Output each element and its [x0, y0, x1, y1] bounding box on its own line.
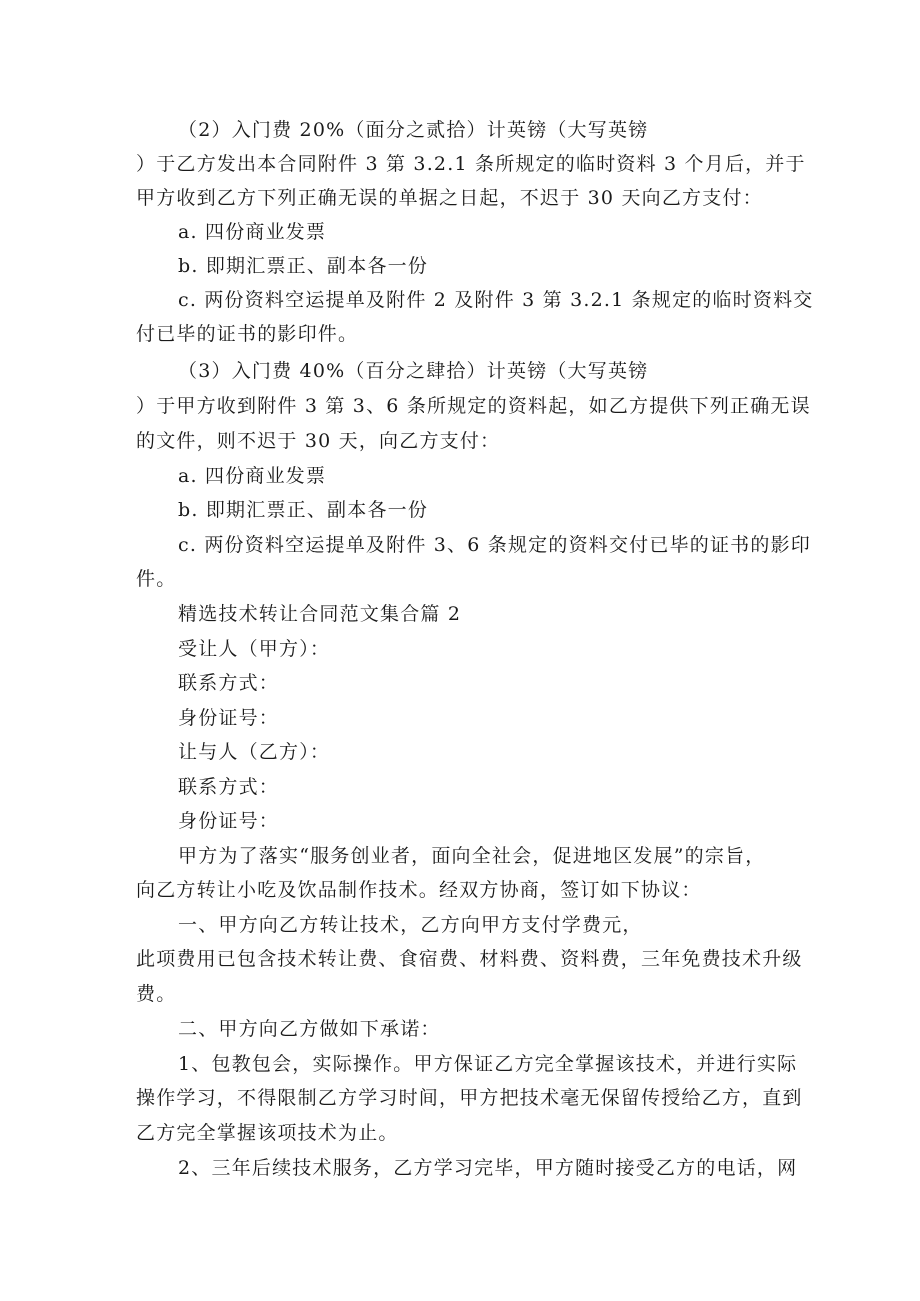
text-line: 向乙方转让小吃及饮品制作技术。经双方协商，签订如下协议： [136, 879, 702, 901]
text-line: ）于甲方收到附件 3 第 3、6 条所规定的资料起，如乙方提供下列正确无误 [136, 395, 811, 417]
text-line: c. 两份资料空运提单及附件 3、6 条规定的资料交付已毕的证书的影印 [178, 534, 811, 556]
text-line: 甲方为了落实“服务创业者，面向全社会，促进地区发展”的宗旨， [178, 845, 766, 867]
text-line: ）于乙方发出本合同附件 3 第 3.2.1 条所规定的临时资料 3 个月后，并于 [136, 153, 806, 175]
text-line: 付已毕的证书的影印件。 [136, 323, 359, 345]
text-line: 此项费用已包含技术转让费、食宿费、材料费、资料费，三年免费技术升级 [136, 948, 803, 970]
text-line: 二、甲方向乙方做如下承诺： [178, 1018, 441, 1040]
text-line: 1、包教包会，实际操作。甲方保证乙方完全掌握该技术，并进行实际 [178, 1053, 798, 1075]
text-line: 乙方完全掌握该项技术为止。 [136, 1122, 399, 1144]
text-line: b. 即期汇票正、副本各一份 [178, 499, 429, 521]
text-line: c. 两份资料空运提单及附件 2 及附件 3 第 3.2.1 条规定的临时资料交 [178, 289, 814, 311]
text-line: （3）入门费 40%（百分之肆拾）计英镑（大写英镑 [178, 360, 649, 382]
text-line: a. 四份商业发票 [178, 465, 327, 487]
text-line: a. 四份商业发票 [178, 221, 327, 243]
text-line: 身份证号： [178, 707, 280, 729]
text-line: 让与人（乙方）： [178, 741, 331, 763]
text-line: 身份证号： [178, 810, 280, 832]
text-line: 联系方式： [178, 672, 280, 694]
text-line: 费。 [136, 983, 177, 1005]
text-line: 2、三年后续技术服务，乙方学习完毕，甲方随时接受乙方的电话，网 [178, 1157, 798, 1179]
text-line: 的文件，则不迟于 30 天，向乙方支付： [136, 430, 501, 452]
text-line: b. 即期汇票正、副本各一份 [178, 255, 429, 277]
text-line: 操作学习，不得限制乙方学习时间，甲方把技术毫无保留传授给乙方，直到 [136, 1087, 803, 1109]
text-line: 联系方式： [178, 776, 280, 798]
text-line: （2）入门费 20%（面分之贰拾）计英镑（大写英镑 [178, 119, 649, 141]
text-line: 受让人（甲方）： [178, 638, 331, 660]
section-title: 精选技术转让合同范文集合篇 2 [178, 603, 462, 625]
text-line: 件。 [136, 568, 177, 590]
text-line: 一、甲方向乙方转让技术，乙方向甲方支付学费元， [178, 914, 643, 936]
text-line: 甲方收到乙方下列正确无误的单据之日起，不迟于 30 天向乙方支付： [136, 187, 763, 209]
